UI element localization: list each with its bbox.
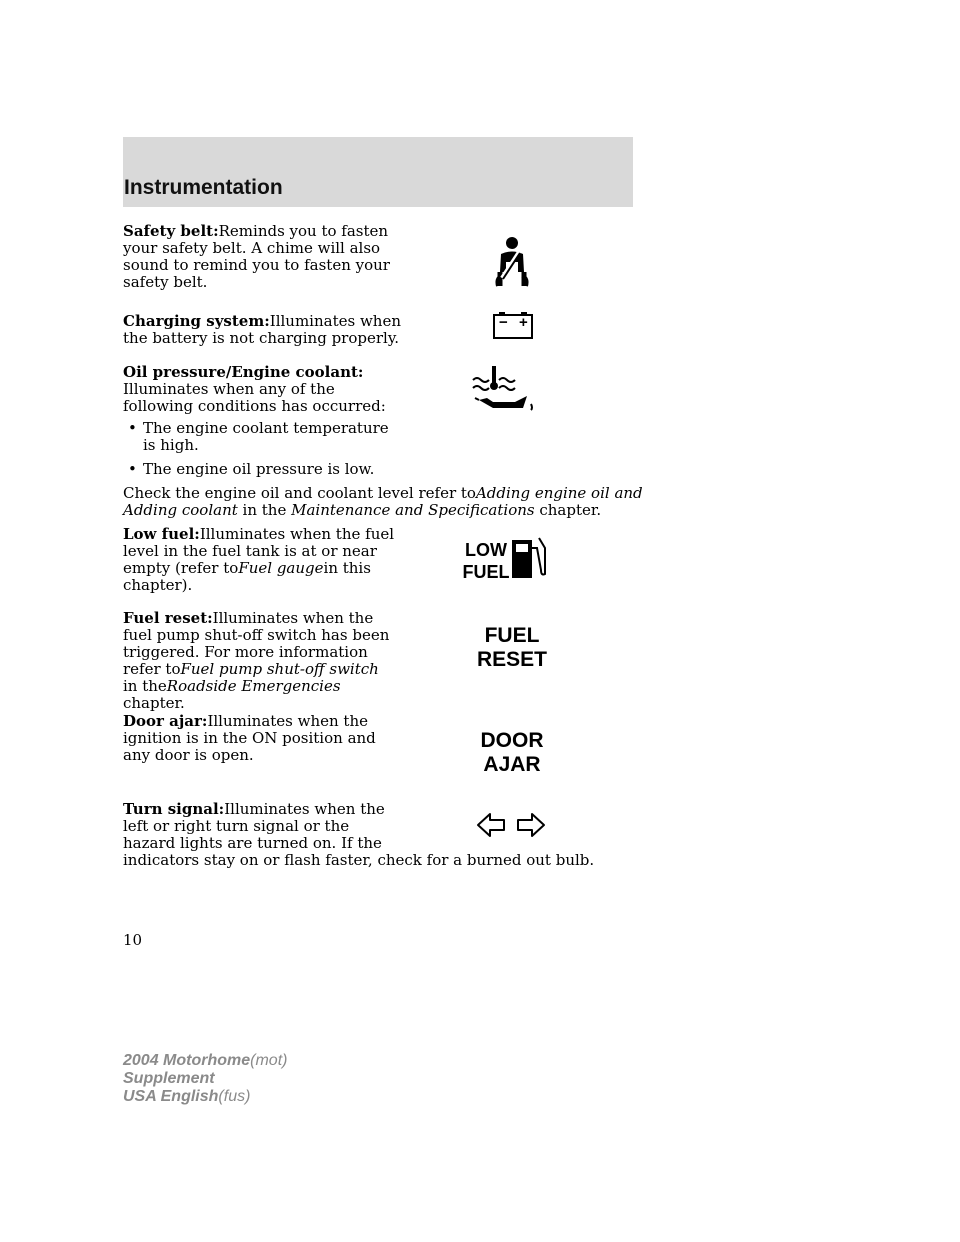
oil-line-2: Illuminates when any of the <box>123 380 335 398</box>
safety-belt-line-1: Safety belt:Reminds you to fasten <box>123 222 389 240</box>
fuel-reset-line-1: Fuel reset:Illuminates when the <box>123 609 374 627</box>
coolant-oil-icon <box>471 364 535 414</box>
oil-line-3: following conditions has occurred: <box>123 397 386 415</box>
door-ajar-line-1: Door ajar:Illuminates when the <box>123 712 368 730</box>
oil-label: Oil pressure/Engine coolant: <box>123 363 364 381</box>
bullet-oil-line-1: The engine oil pressure is low. <box>143 460 375 478</box>
safety-belt-icon <box>488 234 534 292</box>
page-number: 10 <box>123 931 143 949</box>
low-fuel-line-3: empty (refer toFuel gaugein this <box>123 559 371 577</box>
ref-roadside-emergencies[interactable]: Roadside Emergencies <box>166 677 341 695</box>
turn-signal-line-4: indicators stay on or flash faster, check for a burned out bulb. <box>123 851 595 869</box>
bullet-coolant-line-2: is high. <box>143 436 199 454</box>
fuel-reset-line-4: refer toFuel pump shut-off switch <box>123 660 379 678</box>
turn-signal-label: Turn signal: <box>123 800 225 818</box>
battery-icon <box>493 311 533 339</box>
charging-line-1: Charging system:Illuminates when <box>123 312 401 330</box>
door-ajar-icon: DOOR AJAR <box>480 729 544 776</box>
low-fuel-line-4: chapter). <box>123 576 193 594</box>
door-ajar-label: Door ajar: <box>123 712 208 730</box>
fuel-reset-line-2: fuel pump shut-off switch has been <box>123 626 390 644</box>
ref-adding-oil[interactable]: Adding engine oil and <box>475 484 643 502</box>
fuel-reset-line-5: in theRoadside Emergencies <box>123 677 341 695</box>
safety-belt-line-2: your safety belt. A chime will also <box>123 239 381 257</box>
ref-adding-coolant[interactable]: Adding coolant <box>123 501 238 519</box>
low-fuel-line-1: Low fuel:Illuminates when the fuel <box>123 525 395 543</box>
battery-plus: + <box>519 314 528 331</box>
fuel-pump-icon <box>511 536 553 582</box>
turn-signal-line-1: Turn signal:Illuminates when the <box>123 800 385 818</box>
oil-line-1 <box>123 364 363 381</box>
document-footer: 2004 Motorhome(mot) Supplement USA English(fus) <box>123 1052 288 1105</box>
fuel-reset-line-3: triggered. For more information <box>123 643 368 661</box>
oil-check-line-2: Adding coolant in the Maintenance and Specifications chapter. <box>123 501 602 519</box>
battery-minus: − <box>499 314 508 331</box>
low-fuel-label: Low fuel: <box>123 525 200 543</box>
safety-belt-line-3: sound to remind you to fasten your <box>123 256 390 274</box>
turn-signal-arrows-icon <box>476 812 546 838</box>
low-fuel-icon-text: LOW FUEL <box>462 540 510 582</box>
bullet-marker: • <box>128 460 137 478</box>
fuel-reset-label: Fuel reset: <box>123 609 213 627</box>
turn-signal-line-3: hazard lights are turned on. If the <box>123 834 382 852</box>
fuel-reset-line-6: chapter. <box>123 694 185 712</box>
fuel-reset-icon: FUEL RESET <box>476 624 547 671</box>
bullet-coolant-line-1: The engine coolant temperature <box>143 419 389 437</box>
turn-signal-line-2: left or right turn signal or the <box>123 817 350 835</box>
door-ajar-line-2: ignition is in the ON position and <box>123 729 376 747</box>
bullet-marker: • <box>128 419 137 437</box>
ref-fuel-pump-shutoff[interactable]: Fuel pump shut-off switch <box>180 660 379 678</box>
door-ajar-line-3: any door is open. <box>123 746 254 764</box>
safety-belt-label: Safety belt: <box>123 222 219 240</box>
charging-line-2: the battery is not charging properly. <box>123 329 400 347</box>
low-fuel-line-2: level in the fuel tank is at or near <box>123 542 377 560</box>
page-title: Instrumentation <box>124 176 283 199</box>
ref-maintenance-chapter[interactable]: Maintenance and Specifications <box>291 501 535 519</box>
ref-fuel-gauge[interactable]: Fuel gauge <box>238 559 324 577</box>
safety-belt-line-4: safety belt. <box>123 273 208 291</box>
charging-label: Charging system: <box>123 312 270 330</box>
oil-check-line-1: Check the engine oil and coolant level refer toAdding engine oil and <box>123 484 643 502</box>
